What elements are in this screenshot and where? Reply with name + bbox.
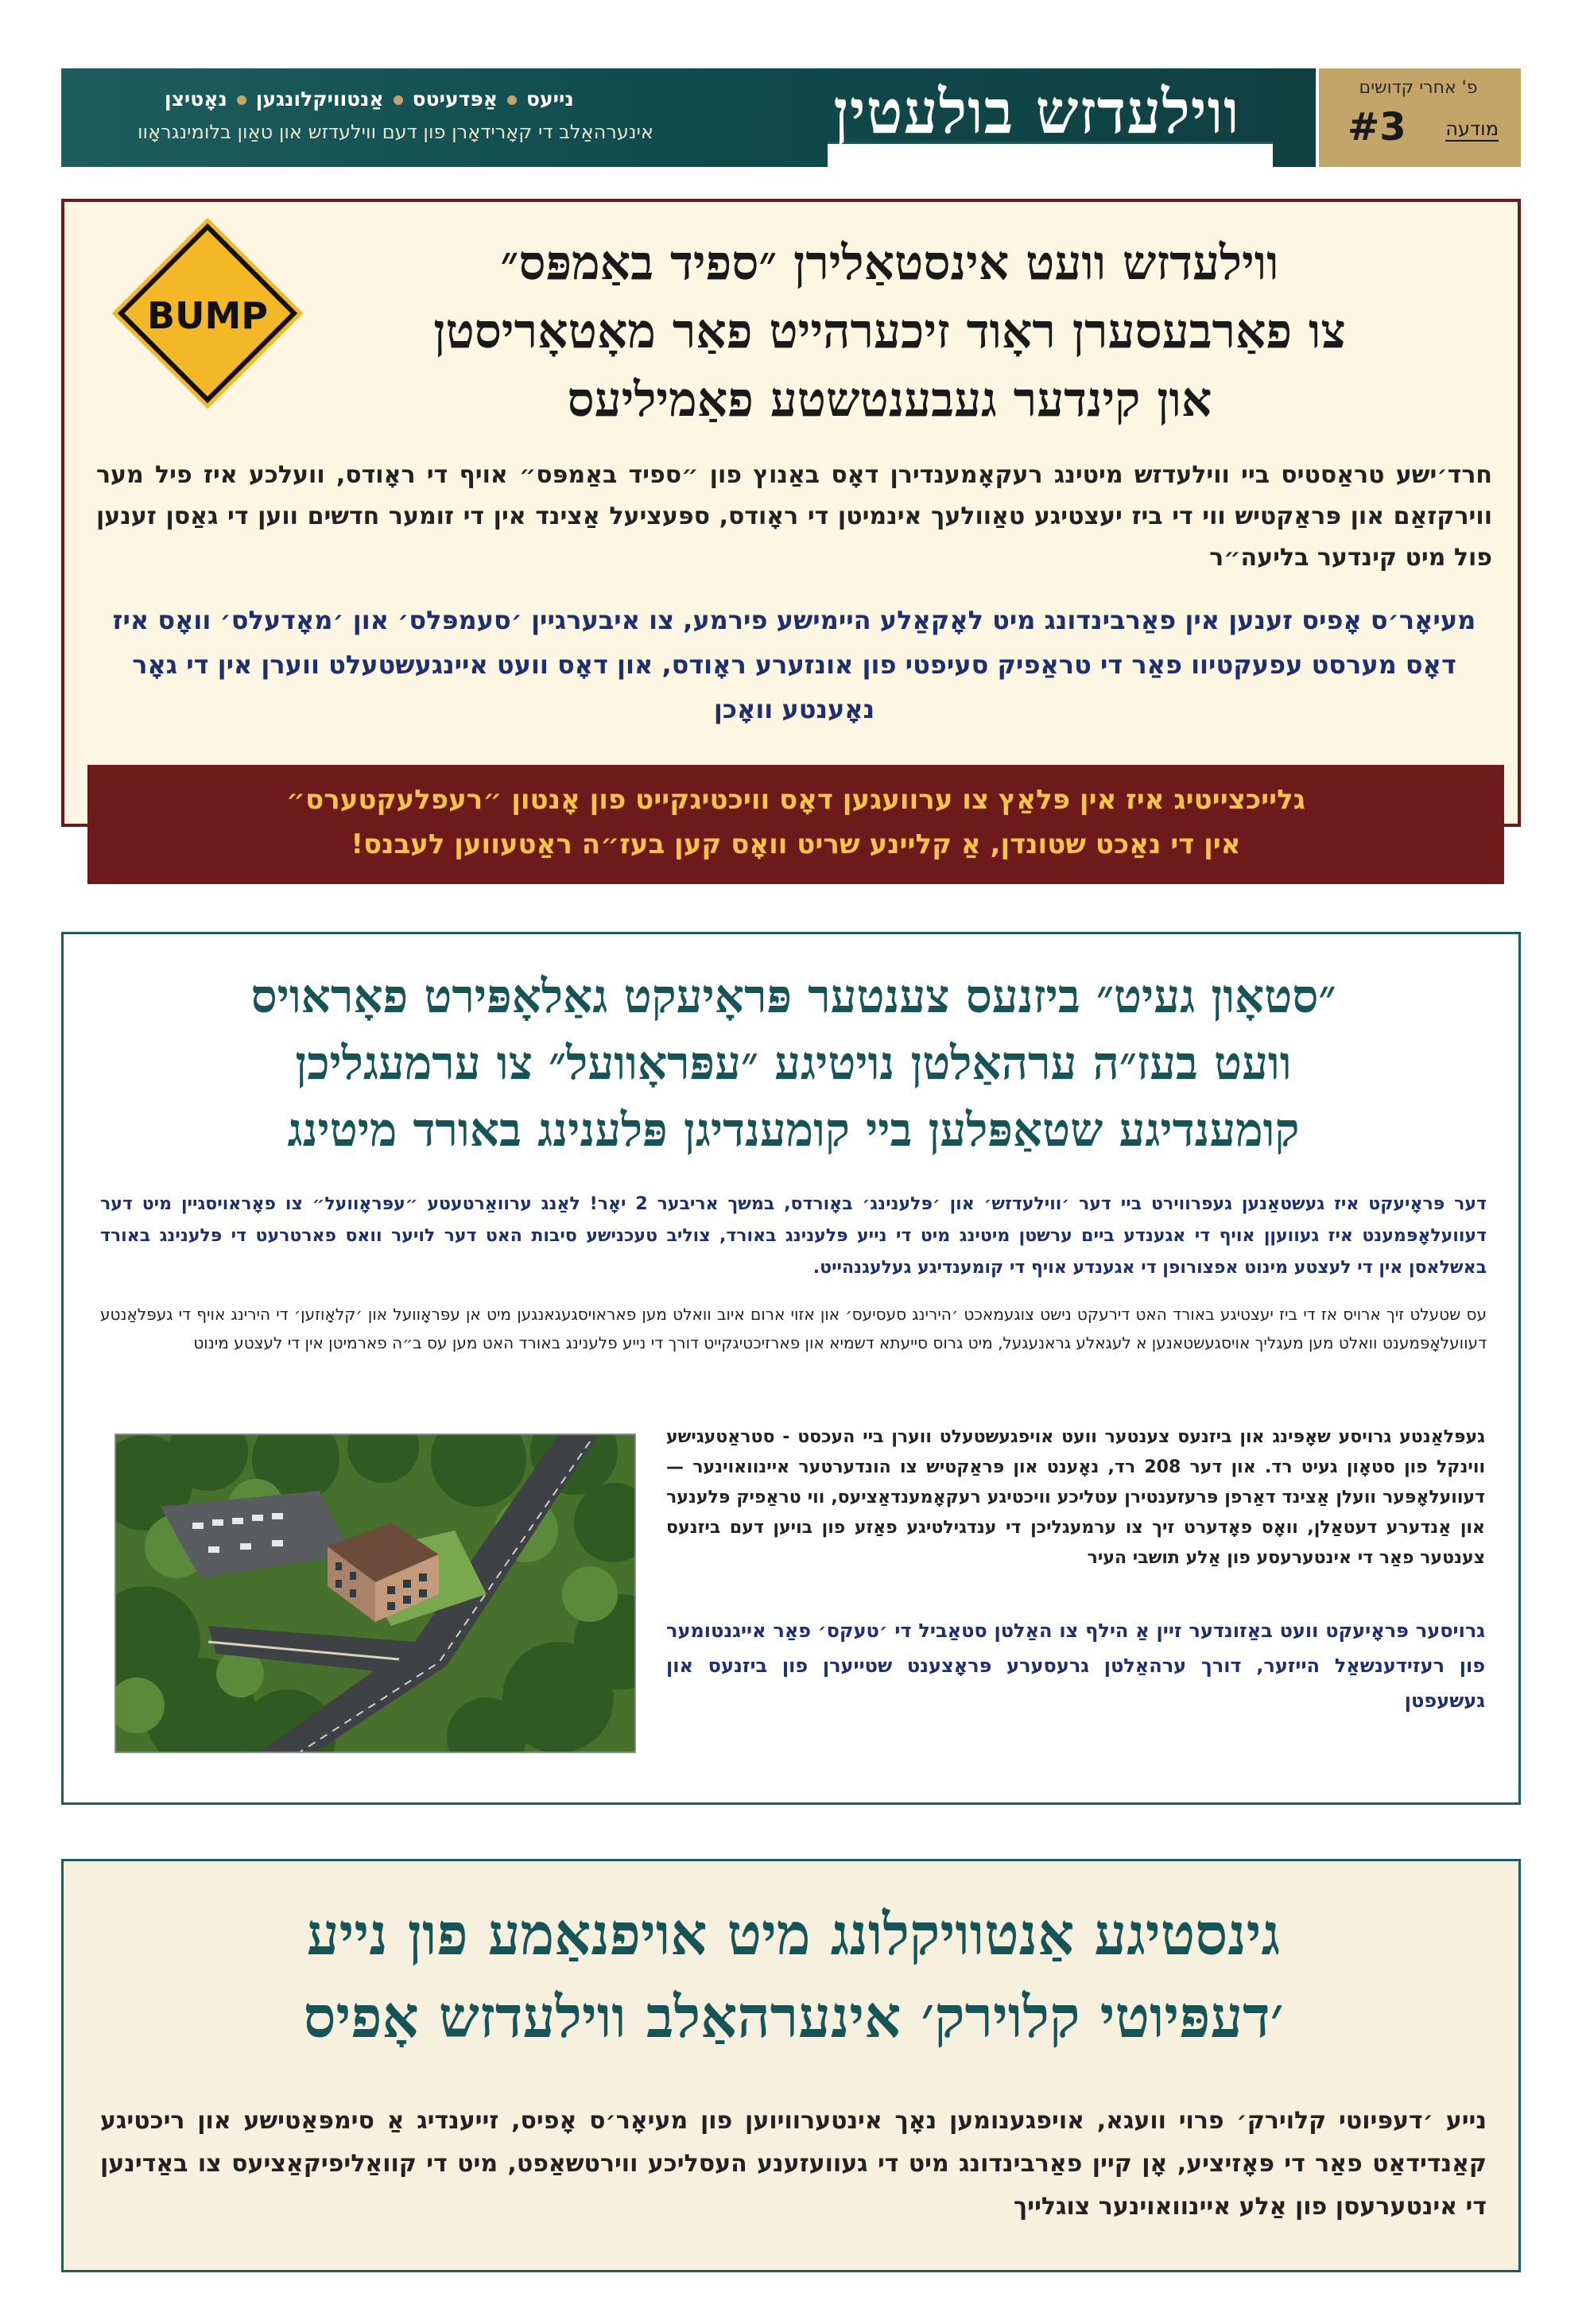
aerial-rendering-image — [114, 1434, 636, 1753]
nav-item-notices[interactable]: נאָטיצן — [165, 87, 227, 111]
dot-separator-icon — [394, 95, 403, 105]
issue-number: #3 — [1348, 105, 1406, 149]
article1-paragraph-2: מעיאָר׳ס אָפיס זענען אין פאַרבינדונג מיט לאָקאַלע היימישע פירמע, צו איבערגיין ׳סעמפּלס׳ און ׳מאָדעלס׳ וואָס איז דאָס מערסט עפעקטיוו פאַר די טראַפיק סעיפטי פון אונזערע ראָודס, און דאָס וועט איינגעשטעלט ווערן אין די גאָר נאָענטע וואָכן — [112, 605, 1476, 724]
headline-line: קומענדיגע שטאַפּלען ביי קומענדיגן פּלענינג באורד מיטינג — [287, 1103, 1300, 1157]
article3-headline — [95, 1893, 1491, 2058]
banner-line: אין די נאַכט שטונדן, אַ קליינע שריט וואָס קען בעז״ה ראַטעווען לעבנס! — [351, 828, 1241, 860]
masthead-title: ווילעדזש בולעטין — [833, 76, 1240, 147]
nav-item-news[interactable]: נייעס — [526, 87, 574, 111]
reflectors-banner — [87, 765, 1504, 884]
headline-line: ווילעדזש וועט אינסטאַלירן ״ספיד באַמפּס״ — [500, 235, 1279, 291]
bump-sign-icon — [120, 226, 295, 401]
headline-line: צו פאַרבעסערן ראָוד זיכערהייט פאַר מאָטאָריסטן — [433, 304, 1346, 359]
article2-paragraph-2: עס שטעלט זיך ארויס אז די ביז יעצטיגע באורד האט דירעקט נישט צוגעמאכט ׳הירינג סעסיעס׳ און אזוי ארום איוב וואלט מען פאראויסגעגאנגען מיט אן עפּראָוועל און ׳קלאָוזען׳ די הירינג אויף די געפּלאַנטע דעוועלאָפּמענט וואלט מען מעגליך אויסגעשטאנען א לעגאלע גראנעגעל, מיט גרוס סייעתא דשמיא און פארזיכטיגקייט דורך די נייע פלענינג באורד האט מען עס ב״ה פארמיטן אין די לעצטע מינוט — [100, 1305, 1487, 1352]
nav-item-updates[interactable]: אַפּדעיטס — [412, 87, 498, 111]
header-tagline: אינערהאַלב די קאָרידאָרן פון דעם ווילעדזש און טאַון בלומינגראָוו — [138, 121, 653, 143]
nav-item-developments[interactable]: אַנטוויקלונגען — [255, 87, 384, 111]
issue-label: מודעה — [1445, 118, 1499, 140]
article2-paragraph-4: גרויסער פּראָיעקט וועט באַזונדער זיין אַ הילף צו האַלטן סטאַביל די ׳טעקס׳ פאַר אייגנטומער פון רעזידענשאַל הייזער, דורך ערהאַלטן גרעסערע פּראָצענט שטייערן פון ביזנעס און געשעפטן — [666, 1620, 1485, 1712]
headline-line: ״סטאָון געיט״ ביזנעס צענטער פּראָיעקט גאַלאָפּירט פאָראויס — [250, 969, 1336, 1023]
headline-line: ׳דעפּיוטי קלוירק׳ אינערהאַלב ווילעדזש אָפיס — [303, 1983, 1284, 2050]
article2-headline — [111, 963, 1476, 1163]
article3-paragraph: נייע ׳דעפּיוטי קלוירק׳ פרוי וועגא, אויפגענומען נאָך אינטערוויוען פון מעיאָר׳ס אָפיס, זייענדיג אַ סימפּאַטישע און ריכטיגע קאַנדידאַט פאַר די פּאָזיציע, אָן קיין פאַרבינדונג מיט די געוועזענע העסליכע ווירטשאַפט, מיט די קוואַליפיקאַציעס צו באַדינען די אינטערעסן פון אַלע איינוואוינער צוגלייך — [100, 2107, 1487, 2221]
article2-paragraph-1: דער פּראָיעקט איז געשטאַנען געפרווירט ביי דער ׳ווילעדזש׳ און ׳פּלענינג׳ באָורדס, במשך אריבער 2 יאָר! לאַנג ערוואַרטעטע ״עפּראָוועל״ צו פאָראויסגיין מיט דער דעוועלאָפּמענט איז געוועןן אויף די אגענדע ביים ערשטן מיטינג מיט די נייע פּלענינג באורד, צוליב טעכנישע סיבות האט דער לויער וואס פארטרעט די פּלענינג באורד באשלאסן אין די לעצטע מינוט אפצורופן די אגענדע אויף די קומענדיגע געלעגנהייט. — [100, 1194, 1487, 1278]
masthead — [758, 68, 1316, 167]
article-speed-bumps — [61, 199, 1521, 827]
article1-headline — [341, 229, 1438, 434]
article-stone-gate — [61, 932, 1521, 1805]
headline-line: און קינדער געבענטשטע פאַמיליעס — [567, 372, 1212, 428]
article1-paragraph-1: חרד׳ישע טראַסטיס ביי ווילעדזש מיטינג רעקאָמענדירן דאָס באַנוץ פון ״ספיד באַמפּס״ אויף די ראָודס, וועלכע איז פיל מער ווירקזאַם און פּראַקטיש ווי די ביז יעצטיגע טאַוולעך אינמיטן די ראָודס, ספּעציעל אַצינד אין די זומער חדשים ווען די גאַסן זענען פול מיט קינדער בליעה״ר — [96, 461, 1492, 572]
article-deputy-clerk — [61, 1859, 1521, 2272]
issue-parsha: פ' אחרי קדושים — [1359, 78, 1478, 98]
article2-paragraph-3: געפּלאַנטע גרויסע שאָפּינג און ביזנעס צענטער וועט אויפגעשטעלט ווערן ביי העכסט - סטראַטעגישע ווינקל פון סטאָון געיט רד. און דער 208 רד, נאָענט און פּראַקטיש צו הונדערטער איינוואוינער — דעוועלאָפּער וועלן אַצינד דאַרפן פּרעזענטירן עטליכע וויכטיגע רעקאָמענדאַציעס, ווי טראַפיק פּלענער און אַנדערע דעטאַלן, וואָס פאָדערט זיך צו ערמעגליכן די ענדגילטיגע פאַזע פון בויען דעם ביזנעס צענטער פאַר די אינטערעסע פון אַלע תושבי העיר — [666, 1427, 1486, 1568]
section-nav — [165, 87, 761, 111]
masthead-header — [61, 68, 1521, 167]
banner-line: גלייכצייטיג איז אין פּלאַץ צו ערוועגען דאָס וויכטיגקייט פון אָנטון ״רעפלעקטערס״ — [286, 784, 1305, 816]
dot-separator-icon — [237, 95, 246, 105]
headline-line: וועט בעז״ה ערהאַלטן נויטיגע ״עפּראָוועל״ צו ערמעגליכן — [295, 1036, 1292, 1090]
headline-line: גינסטיגע אַנטוויקלונג מיט אויפנאַמע פון נייע — [306, 1900, 1281, 1968]
bump-sign-text: BUMP — [147, 294, 268, 337]
dot-separator-icon — [507, 95, 517, 105]
issue-box — [1316, 68, 1521, 167]
